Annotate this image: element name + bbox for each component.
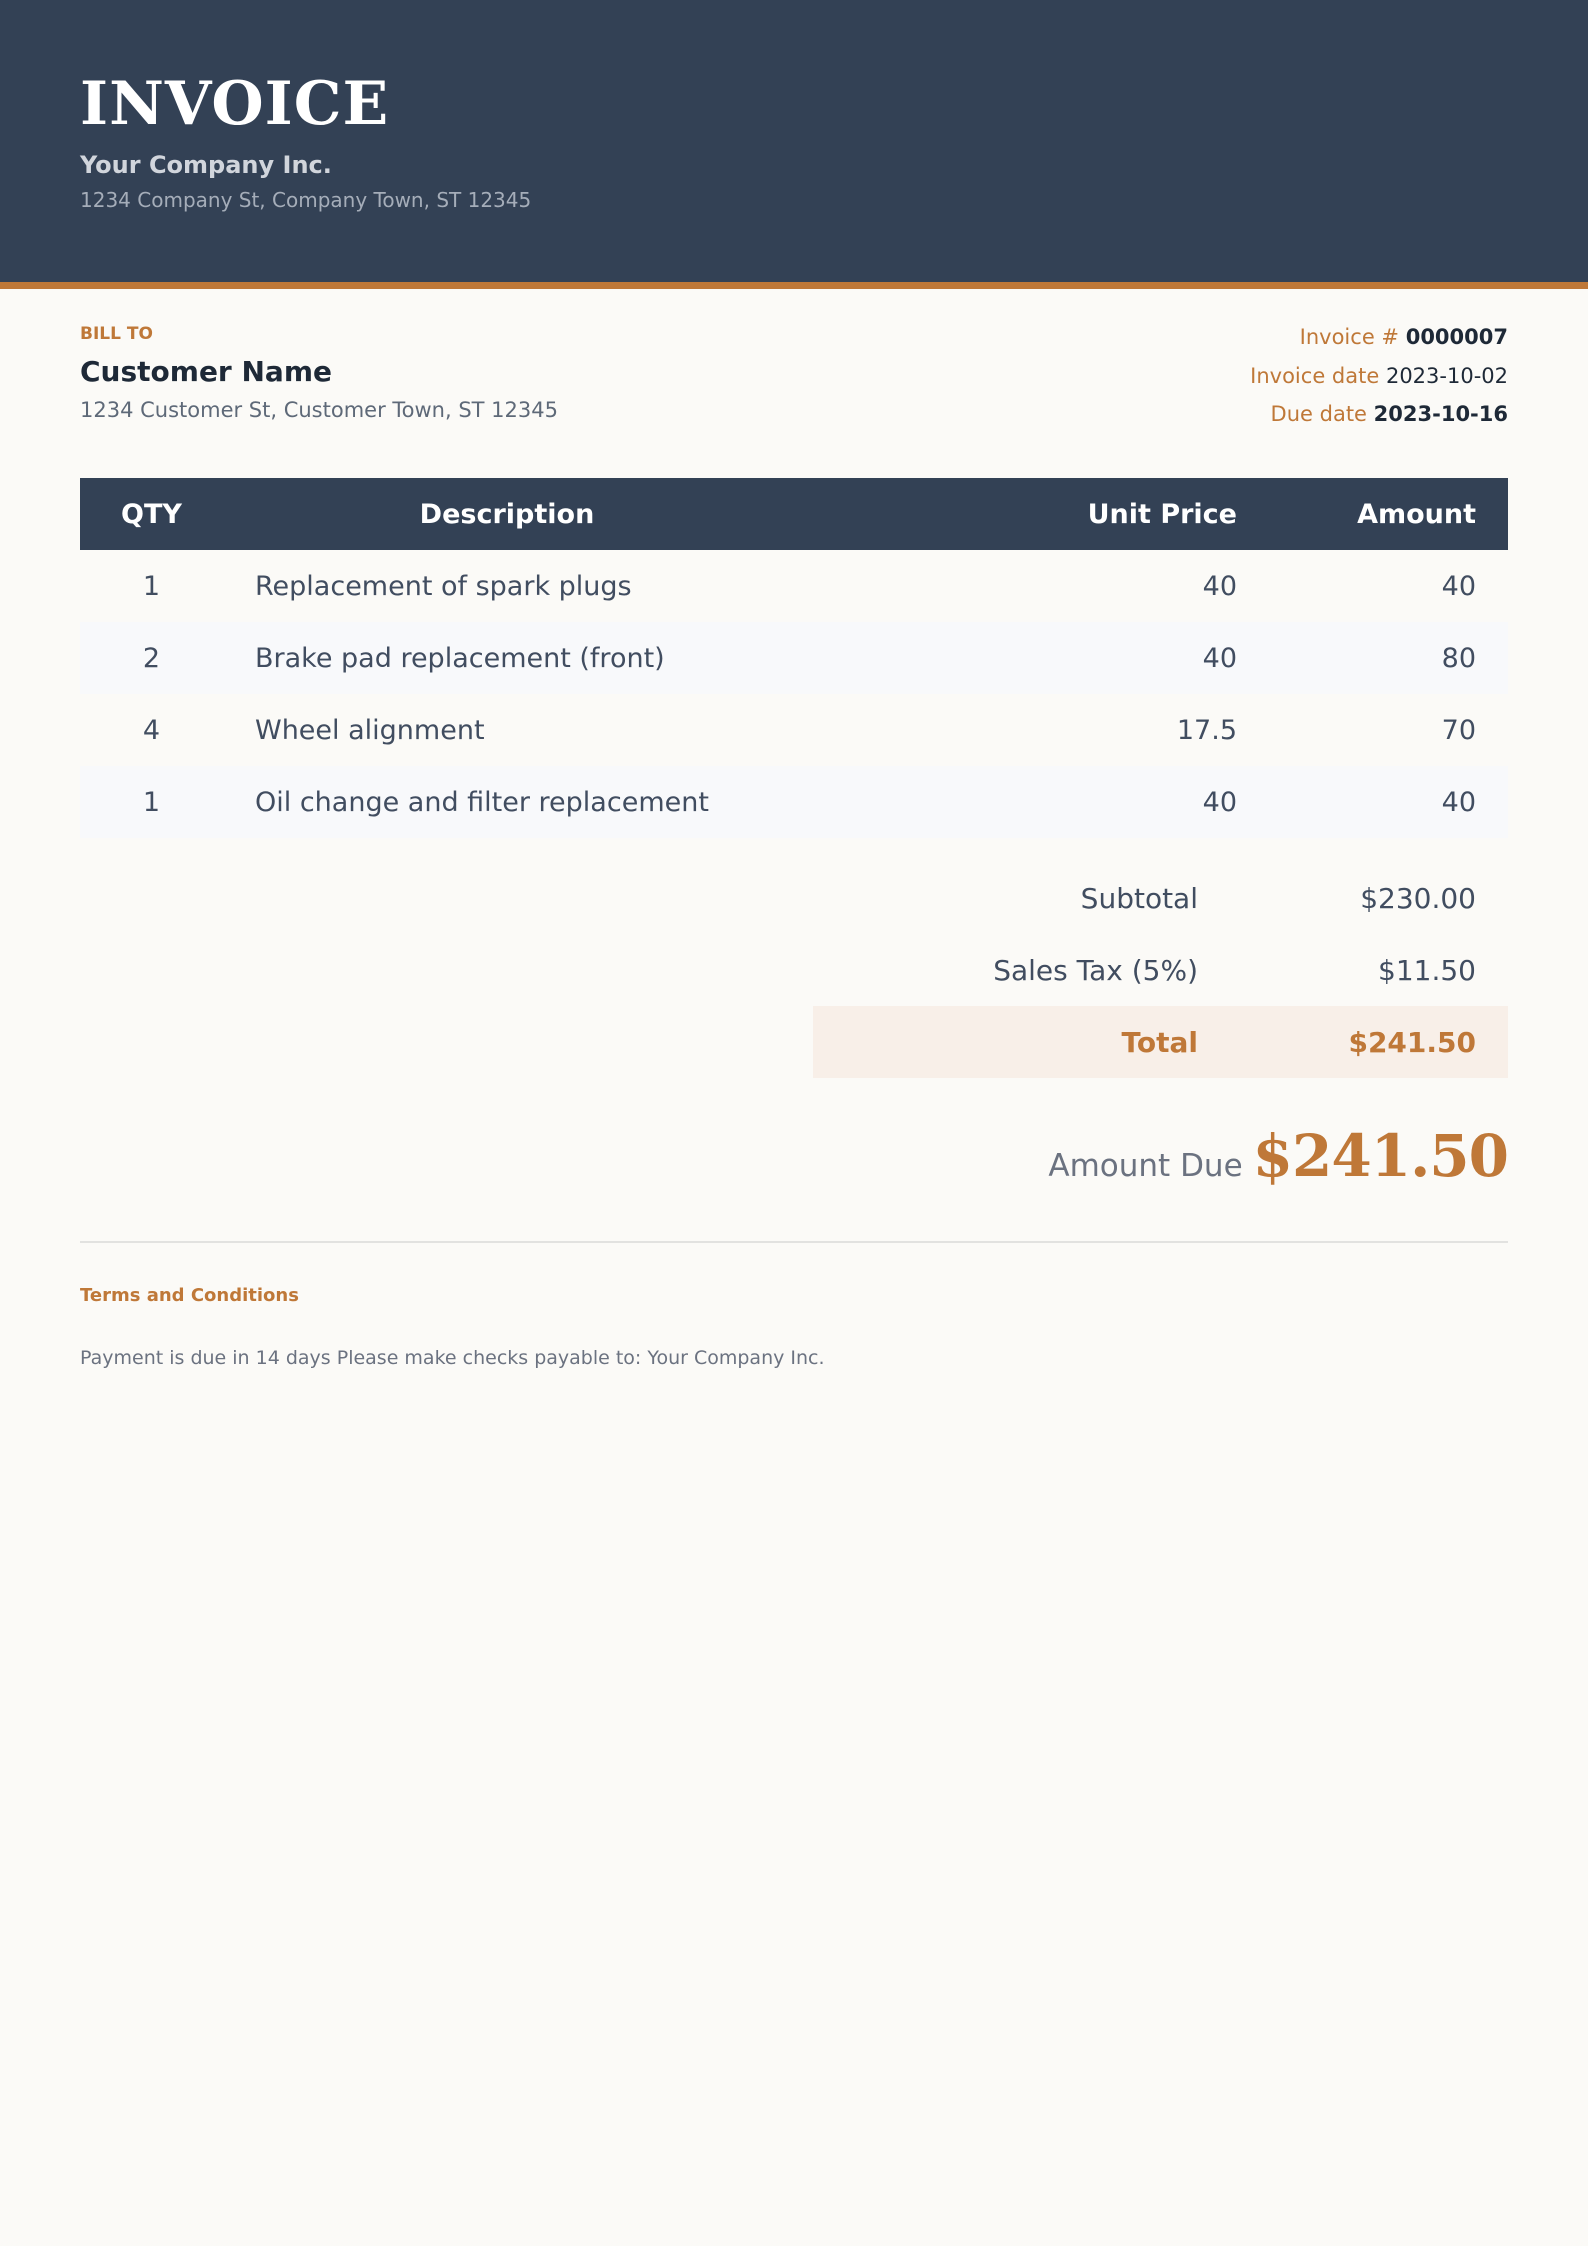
- total-value: $241.50: [1348, 1025, 1476, 1059]
- customer-name: Customer Name: [80, 355, 332, 388]
- divider: [80, 1241, 1508, 1243]
- header-amount: Amount: [1269, 478, 1508, 550]
- row-amount: 40: [1441, 570, 1476, 602]
- header-qty: QTY: [80, 478, 223, 550]
- row-description: Oil change and filter replacement: [223, 766, 791, 838]
- invoice-date: 2023-10-02: [1385, 363, 1508, 388]
- amount-due: [1048, 1122, 1508, 1190]
- row-unit-price: 40: [791, 622, 1269, 694]
- tax-label: Sales Tax (5%): [993, 953, 1198, 987]
- invoice-title: INVOICE: [80, 69, 390, 139]
- row-amount: 80: [1269, 622, 1508, 694]
- due-date-label: Due date: [1270, 402, 1367, 426]
- tax-value: $11.50: [1378, 953, 1476, 987]
- total-row: [813, 1006, 1508, 1078]
- invoice-header: [0, 0, 1588, 289]
- customer-address: 1234 Customer St, Customer Town, ST 12345: [80, 398, 558, 422]
- header-unit-price: Unit Price: [791, 478, 1269, 550]
- row-description: Replacement of spark plugs: [255, 570, 632, 602]
- row-qty: 4: [142, 714, 161, 746]
- row-qty: 2: [80, 622, 223, 694]
- invoice-date-label: Invoice date: [1250, 363, 1380, 388]
- row-qty: 1: [142, 570, 161, 602]
- row-qty: 1: [80, 766, 223, 838]
- company-address: 1234 Company St, Company Town, ST 12345: [80, 188, 532, 212]
- table-row: [80, 622, 1508, 694]
- row-amount: 40: [1269, 766, 1508, 838]
- invoice-number-label: Invoice #: [1299, 325, 1400, 349]
- table-row: [80, 694, 1508, 766]
- row-amount: 70: [1441, 714, 1476, 746]
- tax-row: [813, 934, 1508, 1006]
- total-label: Total: [1121, 1025, 1198, 1059]
- amount-due-value: $241.50: [1252, 1122, 1508, 1190]
- terms-title: Terms and Conditions: [80, 1285, 299, 1306]
- invoice-number-line: [1250, 318, 1508, 357]
- row-unit-price: 17.5: [1176, 714, 1237, 746]
- row-description: Brake pad replacement (front): [223, 622, 791, 694]
- terms-text: Payment is due in 14 days Please make checks payable to: Your Company Inc.: [80, 1347, 825, 1369]
- due-date-line: [1250, 395, 1508, 434]
- row-unit-price: 40: [1202, 570, 1237, 602]
- table-header-row: [80, 478, 1508, 550]
- company-name: Your Company Inc.: [80, 151, 332, 179]
- amount-due-label: Amount Due: [1048, 1148, 1243, 1184]
- invoice-number: 0000007: [1405, 325, 1508, 349]
- table-row: [80, 550, 1508, 622]
- subtotal-label: Subtotal: [1080, 881, 1198, 915]
- bill-to-label: BILL TO: [80, 324, 153, 344]
- invoice-date-line: [1250, 357, 1508, 396]
- invoice-meta: [1250, 318, 1508, 434]
- header-description: Description: [223, 478, 791, 550]
- subtotal-row: [813, 862, 1508, 934]
- row-description: Wheel alignment: [255, 714, 485, 746]
- subtotal-value: $230.00: [1360, 881, 1476, 915]
- row-unit-price: 40: [791, 766, 1269, 838]
- line-items-table: [80, 478, 1508, 838]
- totals-block: [813, 862, 1508, 1078]
- table-row: [80, 766, 1508, 838]
- due-date: 2023-10-16: [1373, 402, 1508, 426]
